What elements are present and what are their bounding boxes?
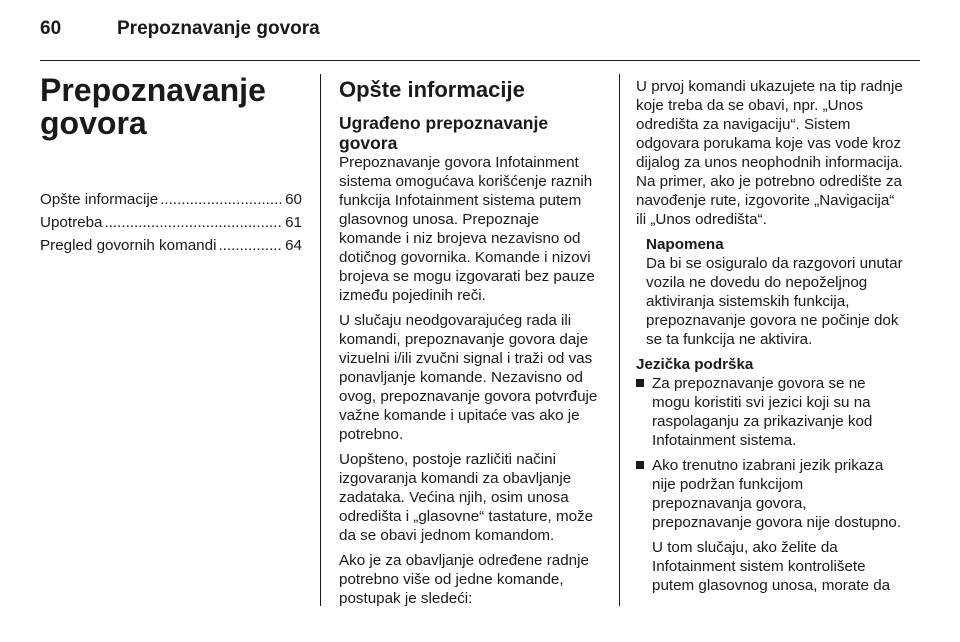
section-title: Opšte informacije [339, 77, 525, 102]
toc-label: Pregled govornih komandi [40, 237, 217, 254]
page-number: 60 [40, 18, 62, 39]
toc-leader [218, 234, 283, 257]
chapter-column [40, 74, 302, 257]
bullet-text: Za prepoznavanje govora se ne mogu koristiti svi jezici koji su na raspolaganju za prikazivanje kod Infotainment sistema. [652, 375, 873, 449]
toc-entry[interactable] [40, 211, 302, 234]
chapter-title-line: Prepoznavanje [40, 72, 266, 108]
list-item [636, 456, 904, 595]
general-info-column [339, 76, 605, 614]
paragraph: U slučaju neodgovarajućeg rada ili komandi, prepoznavanje govora daje vizuelni i/ili zvučni signal i traži od vas ponavljanje komande. Nezavisno od ovog, prepoznavanje govora potvrđuje važne komande i upitaće vas ako je potrebno. [339, 312, 598, 443]
toc-page: 61 [285, 214, 302, 231]
bullet-continuation: U tom slučaju, ako želite da Infotainment sistem kontrolišete putem glasovnog unosa, morate da [652, 539, 891, 594]
paragraph: Prepoznavanje govora Infotainment sistema omogućava korišćenje raznih funkcija Infotainment sistema putem glasovnog unosa. Prepoznaje komande i niz brojeva nezavisno od dotičnog govornika. Komande i nizovi brojeva se mogu izgovarati bez pauze između pojedinih reči. [339, 154, 595, 304]
chapter-title [40, 74, 302, 140]
list-item [636, 374, 904, 450]
table-of-contents [40, 188, 302, 257]
toc-page: 60 [285, 191, 302, 208]
toc-page: 64 [285, 237, 302, 254]
paragraph: Ako je za obavljanje određene radnje potrebno više od jedne komande, postupak je sledeći: [339, 552, 589, 607]
bullet-text: Ako trenutno izabrani jezik prikaza nije podržan funkcijom prepoznavanja govora, prepoznavanje govora nije dostupno. [652, 457, 902, 531]
toc-entry[interactable] [40, 188, 302, 211]
toc-entry[interactable] [40, 234, 302, 257]
running-title: Prepoznavanje govora [117, 18, 320, 39]
note-box [636, 235, 904, 349]
column-divider [619, 74, 620, 606]
subheading: Ugrađeno prepoznavanje govora [339, 113, 549, 153]
toc-leader [104, 211, 283, 234]
continuation-column [636, 77, 904, 601]
note-text: Da bi se osiguralo da razgovori unutar vozila ne dovedu do nepoželjnog aktiviranja sistemskih funkcija, prepoznavanje govora ne počinje dok se ta funkcija ne aktivira. [646, 255, 903, 348]
toc-label: Opšte informacije [40, 191, 159, 208]
note-title: Napomena [646, 236, 724, 253]
paragraph: Uopšteno, postoje različiti načini izgovaranja komandi za obavljanje zadataka. Većina njih, osim unosa odredišta i „glasovne“ tastature, može da se obavi jednom komandom. [339, 451, 594, 544]
chapter-title-line: govora [40, 105, 147, 141]
square-bullet-icon [636, 461, 644, 469]
toc-leader [160, 188, 283, 211]
page-header [40, 18, 920, 42]
column-divider [320, 74, 321, 606]
language-heading: Jezička podrška [636, 356, 754, 373]
square-bullet-icon [636, 379, 644, 387]
toc-label: Upotreba [40, 214, 103, 231]
bullet-list [636, 374, 904, 595]
header-rule [40, 60, 920, 61]
paragraph: U prvoj komandi ukazujete na tip radnje koje treba da se obavi, npr. „Unos odredišta za navigaciju“. Sistem odgovara porukama koje vas vode kroz dijalog za unos neophodnih informacija. Na primer, ako je potrebno odredište za navođenje rute, izgovorite „Navigacija“ ili „Unos odredišta“. [636, 78, 903, 228]
